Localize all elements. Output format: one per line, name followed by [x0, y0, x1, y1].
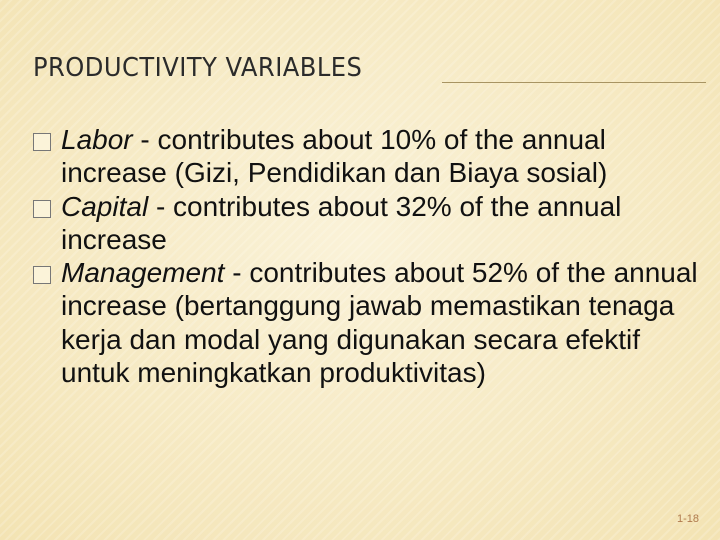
title-underline — [442, 82, 706, 83]
list-item-capital — [33, 190, 703, 257]
item-text: - contributes about 10% of the annual increase (Gizi, Pendidikan dan Biaya sosial) — [61, 124, 608, 189]
item-text: - contributes about 52% of the annual increase (bertanggung jawab memastikan tenaga kerja dan modal yang digunakan secara efektif untuk meningkatkan produktivitas) — [61, 257, 698, 389]
item-term: Labor — [61, 124, 133, 155]
title-area — [33, 50, 705, 86]
list-item-labor — [33, 123, 703, 190]
checkbox-bullet-icon — [33, 133, 51, 151]
page-number: 1-18 — [676, 513, 699, 525]
item-term: Management — [61, 257, 225, 289]
checkbox-bullet-icon — [33, 266, 51, 284]
list-item-management — [33, 256, 703, 389]
slide-title: PRODUCTIVITY VARIABLES — [33, 53, 363, 83]
item-text: - contributes about 32% of the annual increase — [61, 190, 622, 255]
bullet-list — [33, 123, 703, 389]
item-term: Capital — [61, 190, 149, 222]
checkbox-bullet-icon — [33, 200, 51, 218]
